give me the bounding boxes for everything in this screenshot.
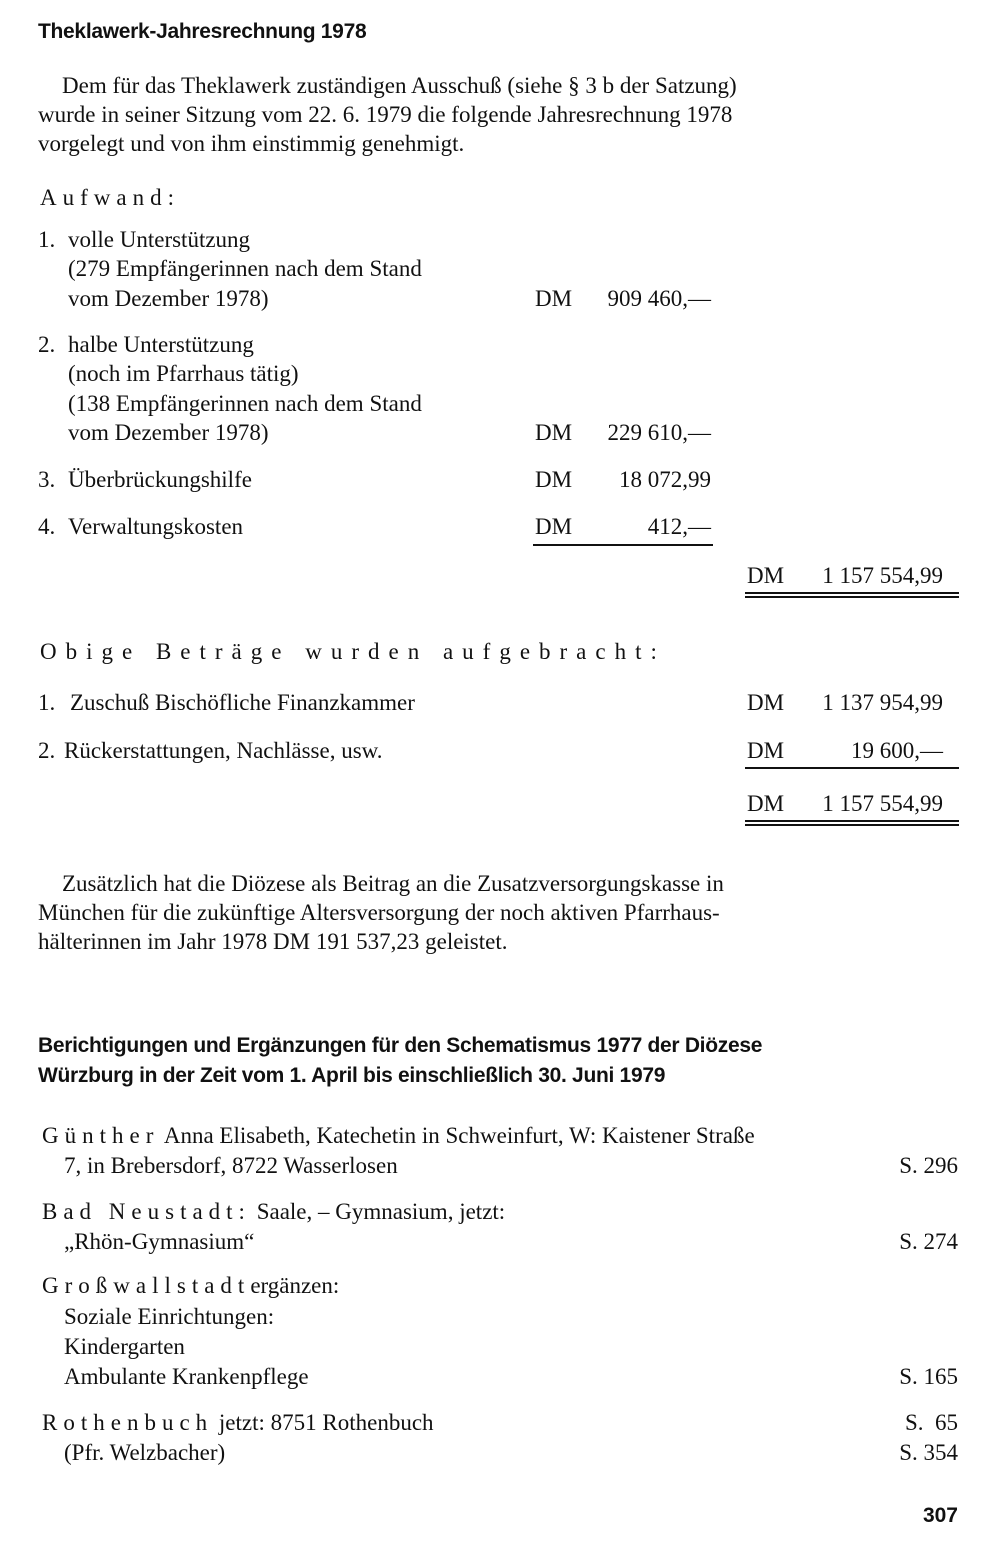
section-heading-line-1: Berichtigungen und Ergänzungen für den Schematismus 1977 der Diözese bbox=[38, 1034, 763, 1057]
zusatz-line-1: Zusätzlich hat die Diözese als Beitrag an die Zusatzversorgungskasse in bbox=[62, 871, 724, 896]
correction-key: Bad Neustadt: bbox=[42, 1199, 251, 1224]
aufwand-total bbox=[747, 562, 943, 590]
zusatz-line-2: München für die zukünftige Altersversorgung der noch aktiven Pfarrhaus- bbox=[38, 900, 720, 925]
correction-text: jetzt: 8751 Rothenbuch bbox=[218, 1410, 434, 1435]
total-value: 1 157 554,99 bbox=[822, 791, 943, 816]
amount-value: 229 610,— bbox=[607, 420, 711, 445]
subtotal-rule bbox=[745, 767, 959, 769]
correction-4 bbox=[42, 1409, 434, 1437]
intro-line-1: Dem für das Theklawerk zuständigen Ausschuß (siehe § 3 b der Satzung) bbox=[62, 73, 737, 98]
amount-value: 18 072,99 bbox=[619, 467, 711, 492]
currency: DM bbox=[747, 563, 785, 588]
section-heading-line-2: Würzburg in der Zeit vom 1. April bis einschließlich 30. Juni 1979 bbox=[38, 1064, 666, 1087]
amount-value: 412,— bbox=[647, 514, 711, 539]
aufgebracht-item-1-num: 1. bbox=[38, 690, 56, 715]
currency: DM bbox=[535, 467, 573, 492]
aufwand-item-4-line-1: Verwaltungskosten bbox=[68, 514, 244, 539]
correction-3 bbox=[42, 1272, 339, 1300]
aufwand-item-4-amount bbox=[535, 513, 711, 541]
correction-2-page: S. 274 bbox=[899, 1229, 958, 1254]
aufwand-item-1-num: 1. bbox=[38, 227, 56, 252]
intro-line-2: wurde in seiner Sitzung vom 22. 6. 1979 die folgende Jahresrechnung 1978 bbox=[38, 102, 733, 127]
correction-key: Günther bbox=[42, 1123, 160, 1148]
aufgebracht-item-2-amount bbox=[747, 737, 943, 765]
correction-4-page: S. 65 bbox=[904, 1410, 958, 1435]
currency: DM bbox=[535, 286, 573, 311]
currency: DM bbox=[747, 690, 785, 715]
correction-1-line-2: 7, in Brebersdorf, 8722 Wasserlosen bbox=[64, 1153, 398, 1178]
aufwand-item-1-line-1: volle Unterstützung bbox=[68, 227, 251, 252]
aufwand-item-2-line-3: (138 Empfängerinnen nach dem Stand bbox=[68, 391, 422, 416]
aufwand-label: Aufwand: bbox=[40, 185, 180, 210]
correction-key: Rothenbuch bbox=[42, 1410, 214, 1435]
aufwand-item-1-line-3: vom Dezember 1978) bbox=[68, 286, 269, 311]
correction-text: Saale, – Gymnasium, jetzt: bbox=[256, 1199, 506, 1224]
currency: DM bbox=[535, 514, 573, 539]
currency: DM bbox=[535, 420, 573, 445]
aufwand-item-1-line-2: (279 Empfängerinnen nach dem Stand bbox=[68, 256, 422, 281]
correction-text: ergänzen: bbox=[250, 1273, 340, 1298]
currency: DM bbox=[747, 738, 785, 763]
correction-text: Anna Elisabeth, Katechetin in Schweinfurt, W: Kaistener Straße bbox=[163, 1123, 755, 1148]
aufgebracht-item-1-amount bbox=[747, 689, 943, 717]
aufgebracht-item-1-text: Zuschuß Bischöfliche Finanzkammer bbox=[70, 690, 415, 715]
subtotal-rule bbox=[533, 544, 713, 546]
aufwand-item-2-line-2: (noch im Pfarrhaus tätig) bbox=[68, 361, 299, 386]
correction-4-page-2: S. 354 bbox=[899, 1440, 958, 1465]
intro-line-3: vorgelegt und von ihm einstimmig genehmigt. bbox=[38, 131, 465, 156]
aufgebracht-label: Obige Beträge wurden aufgebracht: bbox=[40, 639, 666, 664]
aufgebracht-total bbox=[747, 790, 943, 818]
correction-3-line-3: Kindergarten bbox=[64, 1334, 185, 1359]
aufgebracht-item-2-text: Rückerstattungen, Nachlässe, usw. bbox=[64, 738, 383, 763]
aufwand-item-2-line-4: vom Dezember 1978) bbox=[68, 420, 269, 445]
aufgebracht-item-2-num: 2. bbox=[38, 738, 56, 763]
correction-2 bbox=[42, 1198, 505, 1226]
correction-3-line-2: Soziale Einrichtungen: bbox=[64, 1304, 275, 1329]
page-number: 307 bbox=[922, 1504, 958, 1527]
amount-value: 909 460,— bbox=[607, 286, 711, 311]
aufwand-item-2-num: 2. bbox=[38, 332, 56, 357]
aufwand-item-2-amount bbox=[535, 419, 711, 447]
total-double-rule bbox=[745, 592, 959, 598]
aufwand-item-3-line-1: Überbrückungshilfe bbox=[68, 467, 252, 492]
correction-4-line-2: (Pfr. Welzbacher) bbox=[64, 1440, 226, 1465]
total-value: 1 157 554,99 bbox=[822, 563, 943, 588]
zusatz-line-3: hälterinnen im Jahr 1978 DM 191 537,23 geleistet. bbox=[38, 929, 508, 954]
total-double-rule bbox=[745, 820, 959, 826]
correction-3-page: S. 165 bbox=[899, 1364, 958, 1389]
amount-value: 1 137 954,99 bbox=[822, 690, 943, 715]
correction-key: Großwallstadt bbox=[42, 1273, 251, 1298]
correction-1-page: S. 296 bbox=[899, 1153, 958, 1178]
page-title: Theklawerk-Jahresrechnung 1978 bbox=[38, 20, 367, 43]
aufwand-item-3-num: 3. bbox=[38, 467, 56, 492]
aufwand-item-1-amount bbox=[535, 285, 711, 313]
correction-3-line-4: Ambulante Krankenpflege bbox=[64, 1364, 309, 1389]
aufwand-item-2-line-1: halbe Unterstützung bbox=[68, 332, 254, 357]
aufwand-item-4-num: 4. bbox=[38, 514, 56, 539]
currency: DM bbox=[747, 791, 785, 816]
correction-1 bbox=[42, 1122, 755, 1150]
aufwand-item-3-amount bbox=[535, 466, 711, 494]
correction-2-line-2: „Rhön-Gymnasium“ bbox=[64, 1229, 255, 1254]
amount-value: 19 600,— bbox=[851, 738, 943, 763]
